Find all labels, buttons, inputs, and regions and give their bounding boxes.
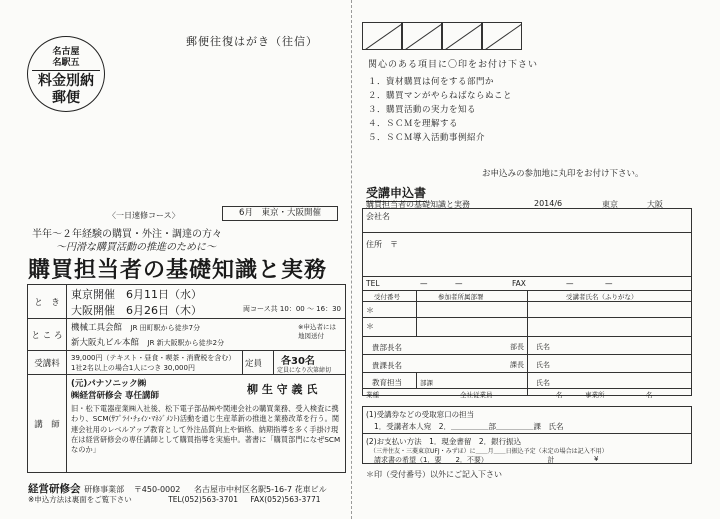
slash-box-3: [442, 22, 482, 50]
where-cell: [67, 319, 346, 351]
osaka-date: 大阪開催 6月26日（木）: [71, 303, 202, 317]
address-label: 住所 〒: [366, 240, 398, 249]
office-label: 事業所: [585, 391, 605, 399]
q1-options[interactable]: 1．受講者本人宛 2．＿＿＿＿＿部＿＿＿＿＿課 氏名: [374, 422, 564, 431]
when-label: と き: [28, 285, 67, 319]
interest-item[interactable]: ３．購買活動の実力を知る: [368, 105, 477, 115]
footer-tel: TEL(052)563-3701: [168, 495, 238, 504]
venue1-name: 機械工具会館: [71, 323, 123, 333]
capacity-label: 定員: [245, 359, 263, 369]
q2-heading[interactable]: (2)お支払い方法 1．現金書留 2．銀行振込: [366, 437, 522, 446]
stamp-line1: 名古屋: [52, 47, 80, 57]
q2-bank-note: （三井住友・三菱東京UFJ・みずほ）に＿＿月＿＿日振込予定（未定の場合は記入不用）: [370, 448, 608, 455]
lecturer-cell: [67, 375, 346, 473]
slash-box-2: [402, 22, 442, 50]
training-officer-label: 教育担当: [372, 378, 402, 387]
interest-item[interactable]: ４．ＳＣＭを理解する: [368, 119, 459, 129]
tokyo-date: 東京開催 6月11日（水）: [71, 287, 202, 301]
lecturer-title: ㈱経営研修会 専任講師: [71, 391, 159, 401]
company-label: 会社名: [366, 212, 390, 221]
lecturer-label: 講 師: [28, 375, 67, 473]
choice-osaka[interactable]: 大阪: [647, 200, 663, 209]
fee-standard: 39,000円（テキスト・昼食・喫茶・消費税を含む）: [71, 354, 236, 362]
manager-name-label: 氏名: [536, 343, 550, 351]
slash-box-1: [362, 22, 402, 50]
stamp-line4: 郵便: [52, 90, 80, 106]
footer-note: ※申込方法は裏面をご覧下さい: [28, 495, 132, 504]
where-label: と こ ろ: [28, 319, 67, 351]
tel-dash: —: [420, 279, 428, 288]
fee-label: 受講料: [28, 351, 67, 375]
organizer-name: 経営研修会: [28, 483, 81, 495]
postage-stamp: [27, 36, 105, 112]
postcard-title: 郵便往復はがき（往信）: [186, 35, 318, 48]
subtitle-purpose: 〜円滑な購買活動の推進のために〜: [56, 242, 216, 253]
employees-label: 全社従業員: [460, 391, 493, 399]
subtitle-audience: 半年〜２年経験の購買・外注・調達の方々: [32, 229, 222, 240]
officer-name-label: 氏名: [536, 379, 550, 387]
col-receipt-no: 受付番号: [374, 293, 400, 301]
col-attendee-name: 受講者氏名（ふりがな）: [566, 293, 638, 301]
when-cell: [67, 285, 346, 319]
stamp-divider: [32, 70, 100, 71]
form-course-name: 購買担当者の基礎知識と実務: [366, 200, 470, 209]
fax-dash: —: [566, 279, 574, 288]
location-mark-note: お申込みの参加地に丸印をお付け下さい。: [482, 169, 644, 179]
organizer-zip: 〒450-0002: [133, 485, 181, 494]
bu-label: 部長: [510, 343, 524, 351]
fax-label: FAX: [512, 279, 526, 288]
chief-name-label: 氏名: [536, 361, 550, 369]
footer-fax: FAX(052)563-3771: [250, 495, 321, 504]
ka-label: 課長: [510, 361, 524, 369]
q1-heading: (1)受講券などの受取窓口の担当: [366, 410, 475, 419]
employees-unit: 名: [556, 391, 563, 399]
receipt-star: ＊: [366, 306, 374, 315]
organizer-dept: 研修事業部: [84, 485, 125, 494]
stamp-line2: 名駅五: [52, 58, 80, 68]
seminar-info-table: [27, 284, 346, 473]
application-heading: 受講申込書: [366, 186, 427, 200]
lecturer-org: (元)パナソニック㈱: [71, 379, 147, 389]
interest-item[interactable]: ２．購買マンがやらねばならぬこと: [368, 91, 513, 101]
reply-checkboxes: [362, 22, 522, 50]
lecturer-name: 柳 生 守 義 氏: [247, 383, 318, 396]
interest-item[interactable]: ５．ＳＣＭ導入活動事例紹介: [368, 133, 486, 143]
fee-cell: [67, 351, 346, 375]
fee-group: 1社2名以上の場合1人につき 30,000円: [71, 364, 195, 372]
tel-dash: —: [455, 279, 463, 288]
yen-sign: ¥: [594, 455, 599, 463]
office-unit: 名: [646, 391, 653, 399]
course-type: 〈一日速修コース〉: [108, 211, 180, 220]
slash-box-4: [482, 22, 522, 50]
industry-label: 業種: [366, 391, 379, 399]
seminar-title: 購買担当者の基礎知識と実務: [28, 258, 328, 283]
footer-contact: [28, 494, 321, 505]
tel-label: TEL: [366, 279, 380, 288]
organizer-address: 名古屋市中村区名駅5-16-7 花車ビル: [193, 485, 327, 494]
receipt-star: ＊: [366, 322, 374, 331]
interest-heading: 関心のある項目に〇印をお付け下さい: [368, 60, 539, 70]
choice-tokyo[interactable]: 東京: [602, 200, 618, 209]
invoice-request[interactable]: 請求書の希望（1．要 2．不要） 計: [374, 456, 555, 464]
fax-dash: —: [605, 279, 613, 288]
form-footnote: ＊印（受付番号）以外にご記入下さい: [366, 470, 502, 479]
dept-label: 部課: [420, 379, 433, 387]
col-department: 参加者所属部署: [438, 293, 484, 301]
section-chief-label: 貴課長名: [372, 361, 402, 370]
manager-label: 貴部長名: [372, 343, 402, 352]
form-date: 2014/6: [534, 199, 563, 208]
stamp-line3: 料金別納: [38, 73, 94, 89]
capacity-note: 定員になり次第締切: [277, 367, 332, 374]
venue2-name: 新大阪丸ビル本館: [71, 338, 140, 348]
venue1-access: JR 田町駅から徒歩7分: [130, 324, 201, 332]
fold-line: [351, 0, 352, 519]
lecturer-bio: 旧・松下電器産業㈱入社後、松下電子部品㈱や関連会社の購買業務、受入検査に携わり、SCM(ｻﾌﾟﾗｲ･ﾁｪｲﾝ･ﾏﾈｼﾞﾒﾝﾄ)活動を通じ生産革新の推進と業務改革を行う。関連会社用のレベルアップ教育として外注品質向上や価格、納期指導を多く手掛け現在は経営研修会の専任講師として購買指導を実施中。著書に「購買部門になぜSCMなのか」: [71, 404, 341, 455]
interest-item[interactable]: １．資材購買は何をする部門か: [368, 77, 495, 87]
venue2-access: JR 新大阪駅から徒歩2分: [147, 339, 225, 347]
venue-badge: 6月 東京・大阪開催: [222, 206, 338, 221]
venue-map-note: ※申込者には 地図送付: [298, 323, 336, 340]
session-time: 両コース共 10：00 〜 16：30: [243, 304, 341, 313]
capacity-value: 各30名: [281, 356, 315, 367]
